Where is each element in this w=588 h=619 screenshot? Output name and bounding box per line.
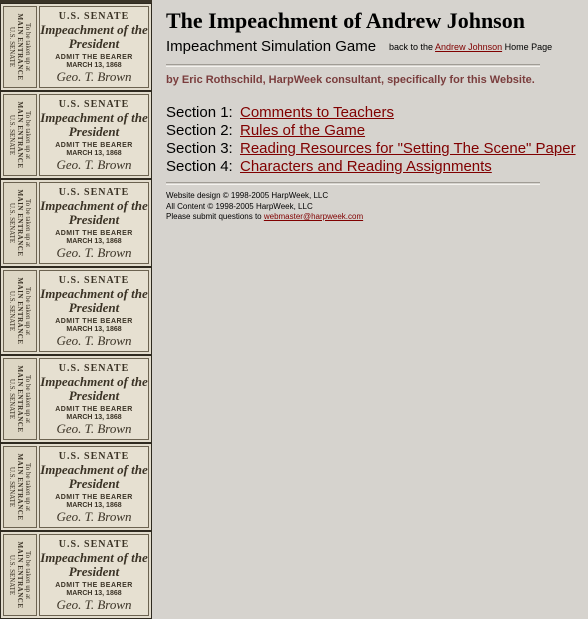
- ticket-body: U.S. SENATE Impeachment of the President ADMIT THE BEARER MARCH 13, 1868 Geo. T. Brown: [39, 94, 149, 176]
- reading-resources-link[interactable]: Reading Resources for "Setting The Scene" Paper: [240, 140, 576, 157]
- ticket-image: [0, 443, 152, 531]
- section-label: Section 3:: [166, 140, 233, 157]
- section-label: Section 2:: [166, 122, 233, 139]
- ticket-body: U.S. SENATE Impeachment of the President ADMIT THE BEARER MARCH 13, 1868 Geo. T. Brown: [39, 534, 149, 616]
- characters-reading-link[interactable]: Characters and Reading Assignments: [240, 158, 492, 175]
- ticket-body: U.S. SENATE Impeachment of the President ADMIT THE BEARER MARCH 13, 1868 Geo. T. Brown: [39, 358, 149, 440]
- ticket-stub: To be taken up at MAIN ENTRANCE U.S. SENATE: [3, 534, 37, 616]
- ticket-stub: To be taken up at MAIN ENTRANCE U.S. SENATE: [3, 358, 37, 440]
- ticket-stub: To be taken up at MAIN ENTRANCE U.S. SENATE: [3, 94, 37, 176]
- andrew-johnson-home-link[interactable]: Andrew Johnson: [435, 42, 503, 52]
- section-label: Section 4:: [166, 158, 233, 175]
- ticket-body: U.S. SENATE Impeachment of the President ADMIT THE BEARER MARCH 13, 1868 Geo. T. Brown: [39, 6, 149, 88]
- ticket-image: [0, 355, 152, 443]
- section-item: [166, 158, 581, 176]
- back-nav: back to the Andrew Johnson Home Page: [389, 42, 553, 52]
- ticket-image: [0, 3, 152, 91]
- webmaster-email-link[interactable]: webmaster@harpweek.com: [263, 212, 364, 221]
- ticket-body: U.S. SENATE Impeachment of the President ADMIT THE BEARER MARCH 13, 1868 Geo. T. Brown: [39, 446, 149, 528]
- divider: [166, 182, 540, 185]
- ticket-stub: To be taken up at MAIN ENTRANCE U.S. SENATE: [3, 270, 37, 352]
- ticket-column: [0, 0, 152, 612]
- ticket-image: [0, 179, 152, 267]
- footer: [166, 191, 581, 223]
- page-title: The Impeachment of Andrew Johnson: [166, 8, 525, 33]
- ticket-stub: To be taken up at MAIN ENTRANCE U.S. SENATE: [3, 446, 37, 528]
- section-item: [166, 104, 581, 122]
- design-copyright: Website design © 1998-2005 HarpWeek, LLC: [166, 191, 329, 200]
- section-item: [166, 122, 581, 140]
- questions-line: Please submit questions to webmaster@harpweek.com: [166, 212, 364, 221]
- ticket-body: U.S. SENATE Impeachment of the President ADMIT THE BEARER MARCH 13, 1868 Geo. T. Brown: [39, 270, 149, 352]
- page-subtitle: Impeachment Simulation Game: [166, 38, 377, 55]
- subtitle-row: [166, 38, 581, 60]
- section-label: Section 1:: [166, 104, 233, 121]
- ticket-image: [0, 531, 152, 619]
- section-item: [166, 140, 581, 158]
- ticket-image: [0, 91, 152, 179]
- comments-to-teachers-link[interactable]: Comments to Teachers: [240, 104, 394, 121]
- ticket-stub: To be taken up at MAIN ENTRANCE U.S. SENATE: [3, 182, 37, 264]
- ticket-stub: To be taken up at MAIN ENTRANCE U.S. SENATE: [3, 6, 37, 88]
- ticket-image: [0, 267, 152, 355]
- section-list: [166, 104, 581, 176]
- main-content: [166, 8, 581, 223]
- ticket-body: U.S. SENATE Impeachment of the President ADMIT THE BEARER MARCH 13, 1868 Geo. T. Brown: [39, 182, 149, 264]
- content-copyright: All Content © 1998-2005 HarpWeek, LLC: [166, 201, 313, 211]
- byline: by Eric Rothschild, HarpWeek consultant, specifically for this Website.: [166, 74, 535, 86]
- divider: [166, 64, 540, 67]
- rules-of-the-game-link[interactable]: Rules of the Game: [240, 122, 366, 139]
